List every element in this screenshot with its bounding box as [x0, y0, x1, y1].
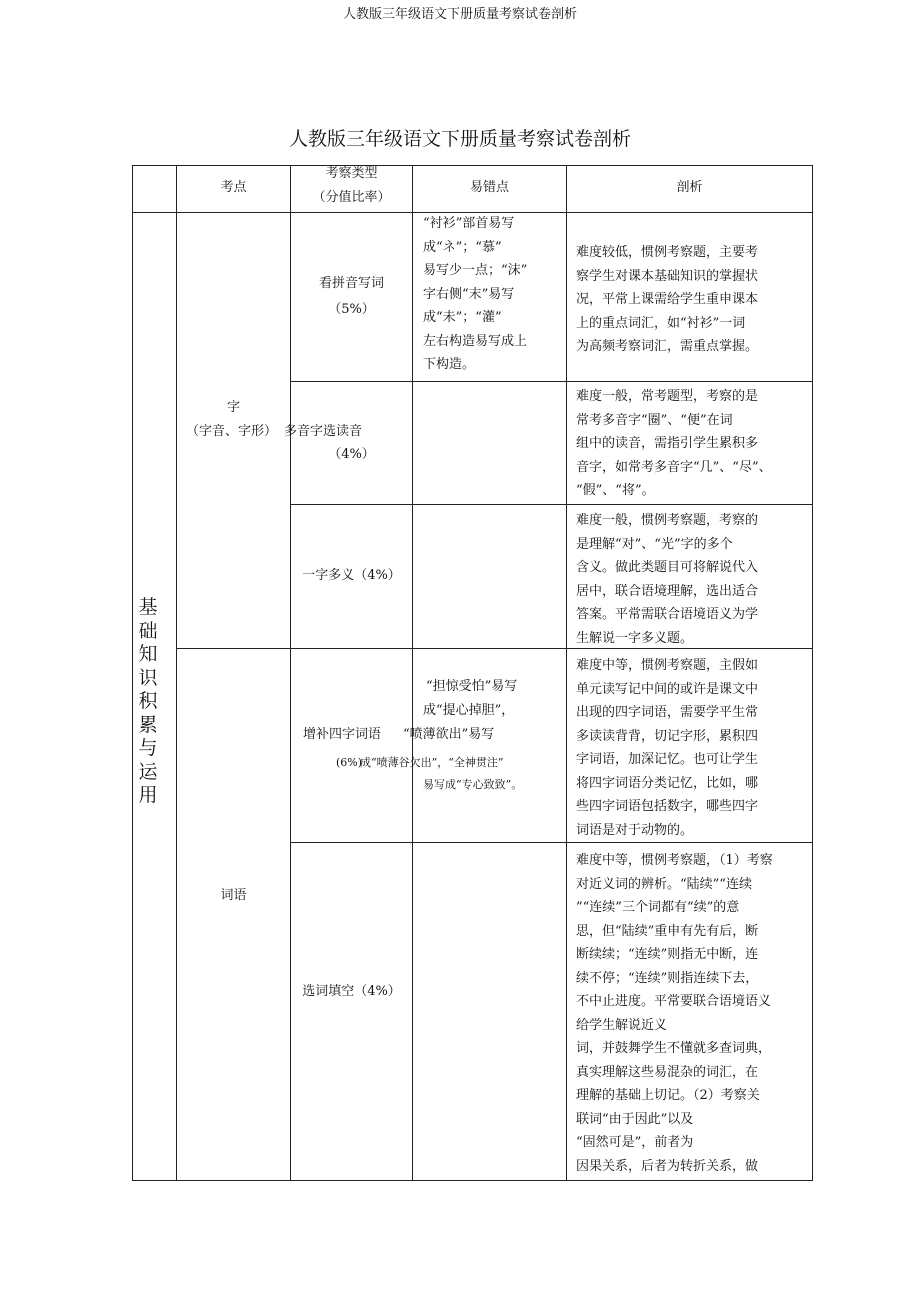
analysis-line: 真实理解这些易混杂的词汇，在	[576, 1064, 759, 1080]
analysis-line: 组中的读音，需指引学生累积多	[576, 436, 759, 451]
page-title: 人教版三年级语文下册质量考察试卷剖析	[288, 128, 631, 150]
group-zi: 字	[226, 400, 240, 415]
page-header: 人教版三年级语文下册质量考察试卷剖析	[342, 7, 577, 22]
analysis-line: 上的重点词汇，如“衬衫”一词	[576, 315, 746, 331]
analysis-line: 音字，如常考多音字“几”、“尽”、	[576, 459, 772, 475]
error-line: 成“ネ”；“慕”	[423, 239, 502, 255]
row2-score: （4%）	[328, 447, 375, 462]
row2-analysis	[576, 385, 772, 503]
analysis-line: 思，但“陆续”重申有先有后，断	[576, 923, 759, 939]
section-char: 识	[138, 666, 158, 689]
analysis-line: 续不停；“连续”则指连续下去，	[576, 970, 759, 986]
error-line: 成“未”；“灌”	[423, 310, 502, 325]
header-kaodian: 考点	[220, 180, 247, 195]
analysis-line: 难度一般，常考题型，考察的是	[576, 389, 759, 404]
row4-error-3: “喷薄欲出”易写	[403, 727, 495, 742]
section-char: 积	[138, 690, 158, 712]
section-char: 用	[138, 784, 158, 806]
analysis-line: 为高频考察词汇，需重点掌握。	[576, 339, 759, 354]
analysis-line: 字词语，加深记忆。也可让学生	[576, 752, 759, 767]
section-char: 运	[138, 760, 158, 783]
error-line: 易写少一点；“沫”	[423, 263, 528, 278]
row2-type: 多音字选读音	[284, 424, 363, 439]
row1-score: （5%）	[328, 302, 375, 317]
row5-type: 选词填空（4%）	[302, 984, 401, 999]
row5-analysis	[576, 849, 773, 1178]
analysis-line: 出现的四字词语，需要学平生常	[576, 705, 759, 720]
header-errors: 易错点	[469, 180, 509, 195]
row4-type: 增补四字词语	[303, 727, 382, 742]
error-line: 左右构造易写成上	[423, 333, 528, 349]
row4-error-4: 成“喷薄谷欠出”，“全神贯注”	[360, 756, 504, 769]
analysis-line: 答案。平常需联合语境语义为学	[576, 607, 759, 622]
analysis-line: 察学生对课本基础知识的掌握状	[576, 268, 759, 284]
analysis-line: “假”、“将”。	[576, 483, 655, 498]
analysis-line: “固然可是”，前者为	[576, 1135, 694, 1150]
analysis-line: 给学生解说近义	[576, 1017, 668, 1033]
analysis-line: 联词“由于因此”以及	[576, 1111, 694, 1127]
analysis-line: 词语是对于动物的。	[576, 822, 694, 838]
analysis-line: 难度一般，惯例考察题，考察的	[576, 513, 759, 528]
analysis-line: 难度中等，惯例考察题，主假如	[576, 658, 759, 673]
header-analysis: 剖析	[676, 180, 703, 195]
analysis-line: 难度较低，惯例考察题，主要考	[576, 245, 759, 260]
analysis-line: 因果关系，后者为转折关系，做	[576, 1158, 759, 1174]
error-line: 下构造。	[423, 357, 476, 372]
analysis-line: 对近义词的辨析。“陆续”“连续	[576, 876, 752, 892]
row4-error-1: “担惊受怕”易写	[426, 679, 518, 694]
row4-error-5: 易写成“专心致致”。	[423, 778, 523, 791]
analysis-line: 常考多音字“圈”、“便”在词	[576, 412, 733, 428]
analysis-line: 难度中等，惯例考察题，（1）考察	[576, 853, 773, 868]
analysis-line: 居中，联合语境理解，选出适合	[576, 583, 759, 599]
analysis-line: 些四字词语包括数字，哪些四字	[576, 799, 759, 814]
row4-error-2: 成“提心掉胆”，	[423, 703, 515, 718]
analysis-line: 含义。做此类题目可将解说代入	[576, 560, 759, 575]
section-char: 累	[138, 713, 158, 736]
row4-analysis	[576, 654, 758, 842]
analysis-line: 词，并鼓舞学生不懂就多查词典，	[576, 1041, 772, 1056]
error-line: 字右侧“末”易写	[423, 286, 515, 302]
header-type-line2: （分值比率）	[312, 190, 391, 205]
section-char: 基	[138, 596, 158, 618]
analysis-line: 是理解“对”、“光”字的多个	[576, 536, 733, 552]
analysis-line: 况，平常上课需给学生重申课本	[576, 292, 759, 307]
analysis-line: 不中止进度。平常要联合语境语义	[576, 994, 772, 1009]
analysis-line: 多读读背背，切记字形，累积四	[576, 728, 759, 744]
analysis-line: 单元读写记中间的或许是课文中	[576, 681, 759, 697]
row4-score: (6%)	[336, 756, 363, 769]
row1-type: 看拼音写词	[318, 276, 384, 291]
group-zi-sub: （字音、字形）	[186, 424, 278, 439]
analysis-line: 将四字词语分类记忆，比如，哪	[576, 775, 759, 791]
section-char: 础	[138, 619, 158, 642]
analysis-line: ”“连续”三个词都有“续”的意	[576, 900, 740, 915]
section-char: 知	[138, 643, 158, 665]
analysis-line: 断续续；“连续”则指无中断，连	[576, 947, 759, 962]
error-line: “衬衫”部首易写	[423, 216, 515, 231]
row1-analysis	[576, 241, 758, 359]
row3-type: 一字多义（4%）	[302, 568, 401, 583]
section-char: 与	[138, 737, 158, 759]
header-type-line1: 考察类型	[325, 166, 378, 181]
analysis-line: 理解的基础上切记。（2）考察关	[576, 1088, 760, 1103]
row1-errors	[423, 212, 527, 377]
section-label	[137, 596, 159, 808]
group-ciyu: 词语	[220, 888, 247, 903]
analysis-line: 生解说一字多义题。	[576, 630, 694, 646]
row3-analysis	[576, 509, 758, 650]
